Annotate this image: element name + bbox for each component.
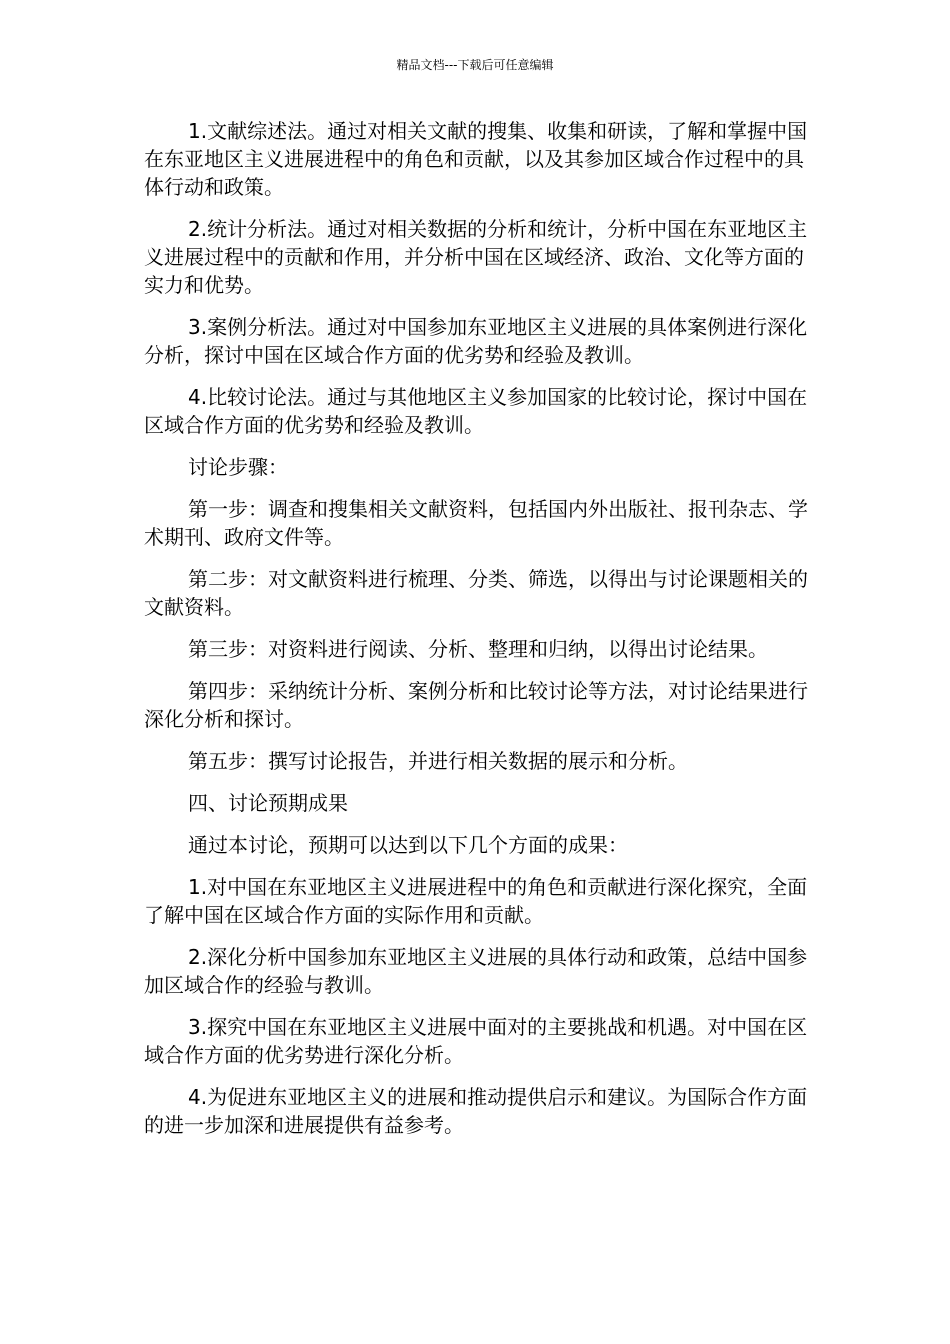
paragraph-method-case: 3.案例分析法。通过对中国参加东亚地区主义进展的具体案例进行深化分析，探讨中国在区域合作方面的优劣势和经验及教训。 [144, 315, 808, 367]
page-header: 精品文档---下载后可任意编辑 [396, 58, 554, 72]
paragraph-result-2: 2.深化分析中国参加东亚地区主义进展的具体行动和政策，总结中国参加区域合作的经验与教训。 [144, 945, 808, 997]
paragraph-step-3: 第三步：对资料进行阅读、分析、整理和归纳，以得出讨论结果。 [188, 637, 768, 661]
paragraph-step-2: 第二步：对文献资料进行梳理、分类、筛选，以得出与讨论课题相关的文献资料。 [144, 567, 808, 619]
paragraph-result-1: 1.对中国在东亚地区主义进展进程中的角色和贡献进行深化探究，全面了解中国在区域合作方面的实际作用和贡献。 [144, 875, 808, 927]
paragraph-result-3: 3.探究中国在东亚地区主义进展中面对的主要挑战和机遇。对中国在区域合作方面的优劣势进行深化分析。 [144, 1015, 808, 1067]
section-heading-expected-results: 四、讨论预期成果 [188, 791, 348, 815]
paragraph-results-intro: 通过本讨论，预期可以达到以下几个方面的成果： [188, 833, 628, 857]
paragraph-method-statistics: 2.统计分析法。通过对相关数据的分析和统计，分析中国在东亚地区主义进展过程中的贡献和作用，并分析中国在区域经济、政治、文化等方面的实力和优势。 [144, 217, 808, 297]
paragraph-result-4: 4.为促进东亚地区主义的进展和推动提供启示和建议。为国际合作方面的进一步加深和进展提供有益参考。 [144, 1085, 808, 1137]
paragraph-step-5: 第五步：撰写讨论报告，并进行相关数据的展示和分析。 [188, 749, 688, 773]
paragraph-steps-heading: 讨论步骤： [188, 455, 288, 479]
paragraph-method-comparison: 4.比较讨论法。通过与其他地区主义参加国家的比较讨论，探讨中国在区域合作方面的优劣势和经验及教训。 [144, 385, 808, 437]
paragraph-step-1: 第一步：调查和搜集相关文献资料，包括国内外出版社、报刊杂志、学术期刊、政府文件等。 [144, 497, 808, 549]
paragraph-step-4: 第四步：采纳统计分析、案例分析和比较讨论等方法，对讨论结果进行深化分析和探讨。 [144, 679, 808, 731]
document-body [144, 117, 808, 1153]
paragraph-method-literature: 1.文献综述法。通过对相关文献的搜集、收集和研读，了解和掌握中国在东亚地区主义进展进程中的角色和贡献，以及其参加区域合作过程中的具体行动和政策。 [144, 119, 808, 199]
